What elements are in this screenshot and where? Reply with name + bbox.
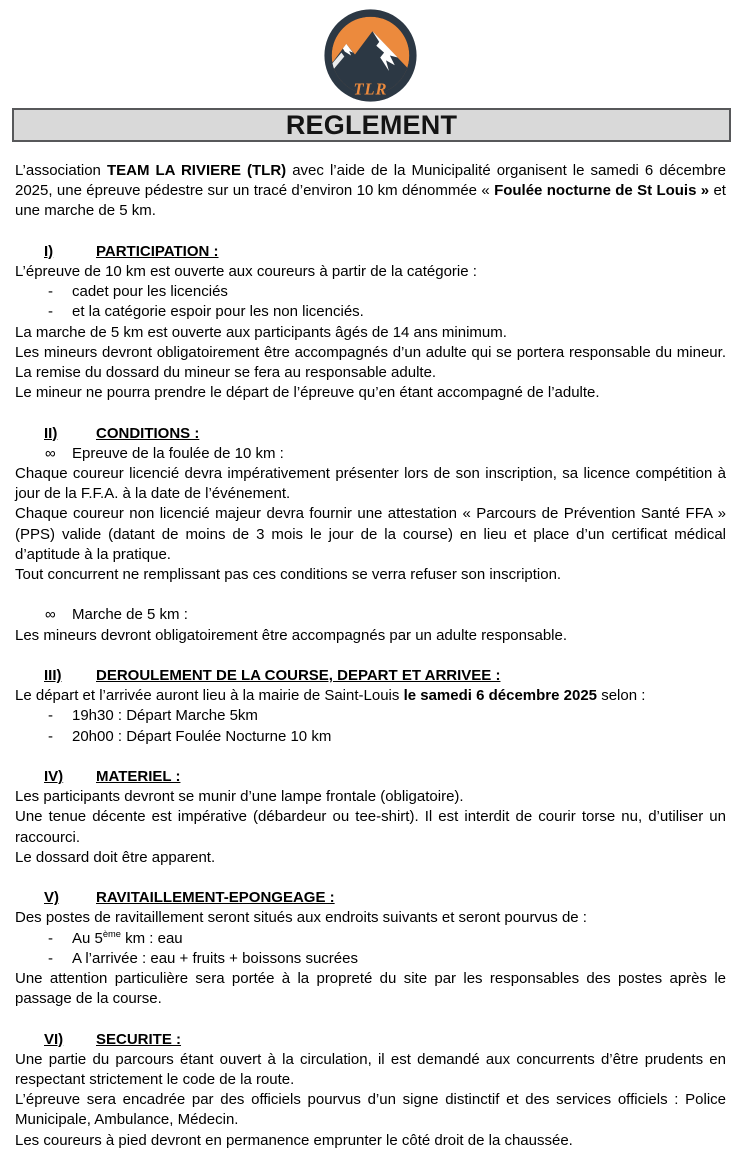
logo-row (0, 0, 740, 104)
paragraph (15, 323, 726, 343)
section-title: MATERIEL : (96, 768, 181, 786)
paragraph (15, 343, 726, 383)
dash-bullet-icon: - (48, 949, 53, 967)
logo-text: TLR (352, 79, 388, 99)
section-numeral-text: I) (44, 242, 54, 260)
list-item-text (72, 727, 726, 747)
list-item-text (72, 706, 726, 726)
text-segment: Foulée nocturne de St Louis » (494, 182, 710, 200)
section-heading (15, 888, 726, 908)
text-segment: et une marche de 5 km. (15, 182, 726, 220)
list-item-text (72, 444, 726, 464)
paragraph (15, 464, 726, 504)
text-segment: TEAM LA RIVIERE (TLR) (106, 162, 287, 179)
paragraph (15, 262, 726, 282)
document-body (0, 142, 740, 1151)
section-heading (15, 424, 726, 444)
paragraph (15, 504, 726, 565)
text-segment: ème (102, 928, 121, 939)
section-numeral-text: II) (44, 424, 58, 442)
section-numeral (44, 767, 96, 787)
text-segment: Le dossard doit être apparent. (15, 848, 216, 866)
paragraph (15, 161, 726, 222)
list-item-text (72, 949, 726, 969)
infinity-bullet-icon: ∞ (45, 606, 56, 624)
section-title: SECURITE : (96, 1030, 182, 1048)
dash-list-item (15, 302, 726, 322)
dash-bullet-icon: - (48, 707, 53, 725)
paragraph (15, 1090, 726, 1130)
tlr-logo (322, 7, 419, 104)
dash-bullet-icon: - (48, 929, 53, 947)
list-item-text (72, 605, 726, 625)
text-segment: selon : (597, 687, 646, 705)
paragraph (15, 686, 726, 706)
text-segment: A l’arrivée : eau + fruits + boissons sucrées (72, 949, 358, 967)
dash-bullet-icon: - (48, 303, 53, 321)
paragraph (15, 383, 726, 403)
text-segment: 19h30 : Départ Marche 5km (72, 707, 258, 725)
section-numeral-text: V) (44, 889, 59, 907)
paragraph (15, 626, 726, 646)
paragraph (15, 969, 726, 1009)
text-segment: Marche de 5 km : (72, 606, 188, 624)
dash-bullet-icon: - (48, 283, 53, 301)
infinity-bullet-icon: ∞ (45, 444, 56, 462)
text-segment: L’épreuve sera encadrée par des officiels pourvus d’un signe distinctif et des services officiels : Police Municipale, Ambulance, Médecin. (15, 1091, 726, 1129)
text-segment: La marche de 5 km est ouverte aux participants âgés de 14 ans minimum. (15, 323, 507, 341)
section-numeral-text: VI) (44, 1030, 64, 1048)
section-title: DEROULEMENT DE LA COURSE, DEPART ET ARRIVEE : (96, 667, 501, 685)
section-numeral (44, 1030, 96, 1050)
infinity-list-item (15, 605, 726, 625)
text-segment: km : eau (120, 929, 183, 947)
list-item-text (72, 282, 726, 302)
section-numeral (44, 666, 96, 686)
list-item-text (72, 929, 726, 949)
section-heading (15, 242, 726, 262)
text-segment: Les mineurs devront obligatoirement être accompagnés d’un adulte qui se portera responsable du mineur. La remise du dossard du mineur se fera au responsable adulte. (15, 343, 726, 382)
dash-list-item (15, 929, 726, 949)
paragraph (15, 565, 726, 585)
section-numeral (44, 888, 96, 908)
text-segment: Les participants devront se munir d’une lampe frontale (obligatoire). (15, 788, 464, 806)
text-segment: Epreuve de la foulée de 10 km : (72, 444, 284, 462)
dash-list-item (15, 727, 726, 747)
text-segment: Une attention particulière sera portée à la propreté du site par les responsables des postes après le passage de la course. (15, 970, 726, 1008)
paragraph (15, 807, 726, 847)
section-title: RAVITAILLEMENT-EPONGEAGE : (96, 889, 335, 907)
dash-list-item (15, 706, 726, 726)
text-segment: le samedi 6 décembre 2025 (403, 687, 598, 705)
section-numeral-text: III) (44, 667, 62, 685)
section-title: CONDITIONS : (96, 424, 200, 442)
section-heading (15, 666, 726, 686)
list-item-text (72, 302, 726, 322)
dash-list-item (15, 949, 726, 969)
section-numeral-text: IV) (44, 768, 64, 786)
section-heading (15, 1030, 726, 1050)
section-heading (15, 767, 726, 787)
section-title: PARTICIPATION : (96, 242, 219, 260)
text-segment: Une tenue décente est impérative (débardeur ou tee-shirt). Il est interdit de courir torse nu, d’utiliser un raccourci. (15, 808, 726, 846)
text-segment: Tout concurrent ne remplissant pas ces conditions se verra refuser son inscription. (15, 566, 562, 584)
text-segment: L’association (15, 162, 107, 179)
text-segment: Les coureurs à pied devront en permanence emprunter le côté droit de la chaussée. (15, 1131, 573, 1149)
text-segment: Le mineur ne pourra prendre le départ de l’épreuve qu’en étant accompagné de l’adulte. (15, 384, 600, 402)
section-numeral (44, 242, 96, 262)
infinity-list-item (15, 444, 726, 464)
text-segment: Chaque coureur non licencié majeur devra fournir une attestation « Parcours de Prévention Santé FFA » (PPS) valide (datant de moins de 3 mois le jour de la course) en lieu et place d’un certificat médical d’aptitude à la pratique. (15, 505, 726, 563)
text-segment: Au 5 (72, 929, 103, 947)
text-segment: cadet pour les licenciés (72, 283, 228, 301)
paragraph (15, 787, 726, 807)
paragraph (15, 1131, 726, 1151)
paragraph (15, 848, 726, 868)
text-segment: 20h00 : Départ Foulée Nocturne 10 km (72, 727, 332, 745)
section-numeral (44, 424, 96, 444)
text-segment: L’épreuve de 10 km est ouverte aux coureurs à partir de la catégorie : (15, 263, 477, 280)
text-segment: Des postes de ravitaillement seront situés aux endroits suivants et seront pourvus de : (15, 909, 587, 927)
text-segment: et la catégorie espoir pour les non licenciés. (72, 303, 364, 321)
text-segment: avec l’aide de la Municipalité organisent le samedi 6 décembre 2025, une épreuve pédestre sur un tracé d’environ 10 km dénommée « (15, 162, 726, 200)
page-title: REGLEMENT (285, 109, 458, 140)
blank-line (15, 585, 726, 605)
text-segment: Le départ et l’arrivée auront lieu à la mairie de Saint-Louis (15, 687, 404, 705)
text-segment: Une partie du parcours étant ouvert à la circulation, il est demandé aux concurrents d’être prudents en respectant strictement le code de la route. (15, 1050, 726, 1089)
paragraph (15, 908, 726, 928)
paragraph (15, 1050, 726, 1090)
dash-list-item (15, 282, 726, 302)
title-bar (12, 108, 731, 142)
dash-bullet-icon: - (48, 727, 53, 745)
text-segment: Chaque coureur licencié devra impérativement présenter lors de son inscription, sa licence compétition à jour de la F.F.A. à la date de l’événement. (15, 465, 726, 503)
text-segment: Les mineurs devront obligatoirement être accompagnés par un adulte responsable. (15, 626, 567, 644)
